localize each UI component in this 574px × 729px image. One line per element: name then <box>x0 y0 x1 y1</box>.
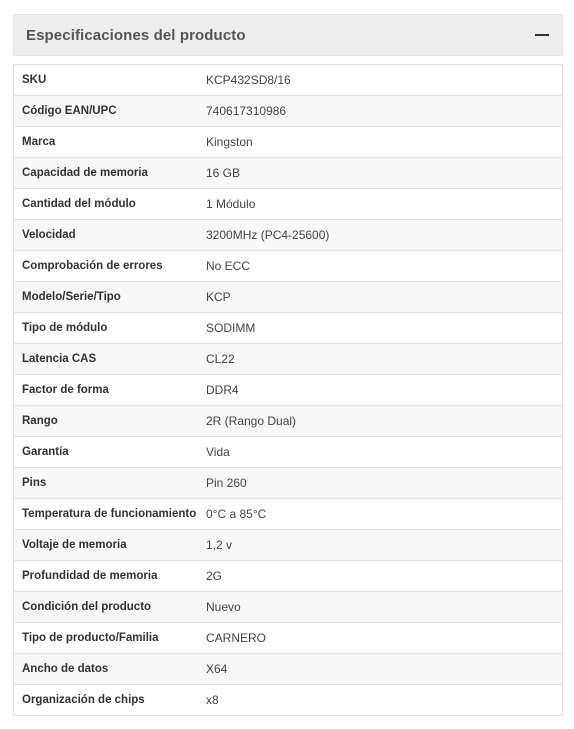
spec-value: No ECC <box>197 251 563 282</box>
spec-value: CARNERO <box>197 623 563 654</box>
spec-value: Nuevo <box>197 592 563 623</box>
spec-row <box>14 189 563 220</box>
spec-label: Voltaje de memoria <box>14 530 198 561</box>
spec-row <box>14 592 563 623</box>
spec-value: KCP <box>197 282 563 313</box>
spec-row <box>14 623 563 654</box>
spec-row <box>14 685 563 716</box>
spec-value: Pin 260 <box>197 468 563 499</box>
spec-row <box>14 127 563 158</box>
spec-row <box>14 251 563 282</box>
spec-value: 0°C a 85°C <box>197 499 563 530</box>
spec-value: 16 GB <box>197 158 563 189</box>
spec-value: 1,2 v <box>197 530 563 561</box>
spec-label: Garantía <box>14 437 198 468</box>
spec-row <box>14 499 563 530</box>
spec-value: DDR4 <box>197 375 563 406</box>
spec-row <box>14 530 563 561</box>
spec-value: Vida <box>197 437 563 468</box>
spec-label: Pins <box>14 468 198 499</box>
spec-label: Tipo de módulo <box>14 313 198 344</box>
spec-label: Tipo de producto/Familia <box>14 623 198 654</box>
spec-row <box>14 375 563 406</box>
spec-row <box>14 282 563 313</box>
spec-value: CL22 <box>197 344 563 375</box>
spec-label: Latencia CAS <box>14 344 198 375</box>
spec-value: SODIMM <box>197 313 563 344</box>
spec-row <box>14 220 563 251</box>
spec-label: Factor de forma <box>14 375 198 406</box>
spec-value: 3200MHz (PC4-25600) <box>197 220 563 251</box>
spec-row <box>14 468 563 499</box>
spec-label: Temperatura de funcionamiento <box>14 499 198 530</box>
spec-row <box>14 65 563 96</box>
spec-value: Kingston <box>197 127 563 158</box>
spec-label: SKU <box>14 65 198 96</box>
spec-label: Condición del producto <box>14 592 198 623</box>
spec-label: Cantidad del módulo <box>14 189 198 220</box>
spec-row <box>14 313 563 344</box>
spec-value: 2R (Rango Dual) <box>197 406 563 437</box>
spec-label: Organización de chips <box>22 694 145 706</box>
spec-value: 2G <box>197 561 563 592</box>
spec-value: x8 <box>206 693 219 707</box>
spec-row <box>14 561 563 592</box>
specifications-header[interactable] <box>13 14 563 56</box>
spec-label: Marca <box>14 127 198 158</box>
specifications-table <box>13 64 563 716</box>
spec-label: Modelo/Serie/Tipo <box>14 282 198 313</box>
spec-label: Capacidad de memoria <box>14 158 198 189</box>
spec-value: 740617310986 <box>197 96 563 127</box>
spec-row <box>14 158 563 189</box>
spec-row <box>14 406 563 437</box>
specifications-title: Especificaciones del producto <box>26 26 246 44</box>
spec-value: X64 <box>197 654 563 685</box>
spec-label: Código EAN/UPC <box>14 96 198 127</box>
spec-row <box>14 344 563 375</box>
spec-label: Comprobación de errores <box>14 251 198 282</box>
spec-value: 1 Módulo <box>197 189 563 220</box>
spec-row <box>14 437 563 468</box>
spec-label: Velocidad <box>14 220 198 251</box>
spec-value: KCP432SD8/16 <box>197 65 563 96</box>
spec-label: Ancho de datos <box>14 654 198 685</box>
minus-icon[interactable] <box>534 27 550 43</box>
spec-label: Profundidad de memoria <box>14 561 198 592</box>
spec-row <box>14 654 563 685</box>
spec-row <box>14 96 563 127</box>
spec-label: Rango <box>14 406 198 437</box>
product-specifications-panel <box>13 14 563 716</box>
